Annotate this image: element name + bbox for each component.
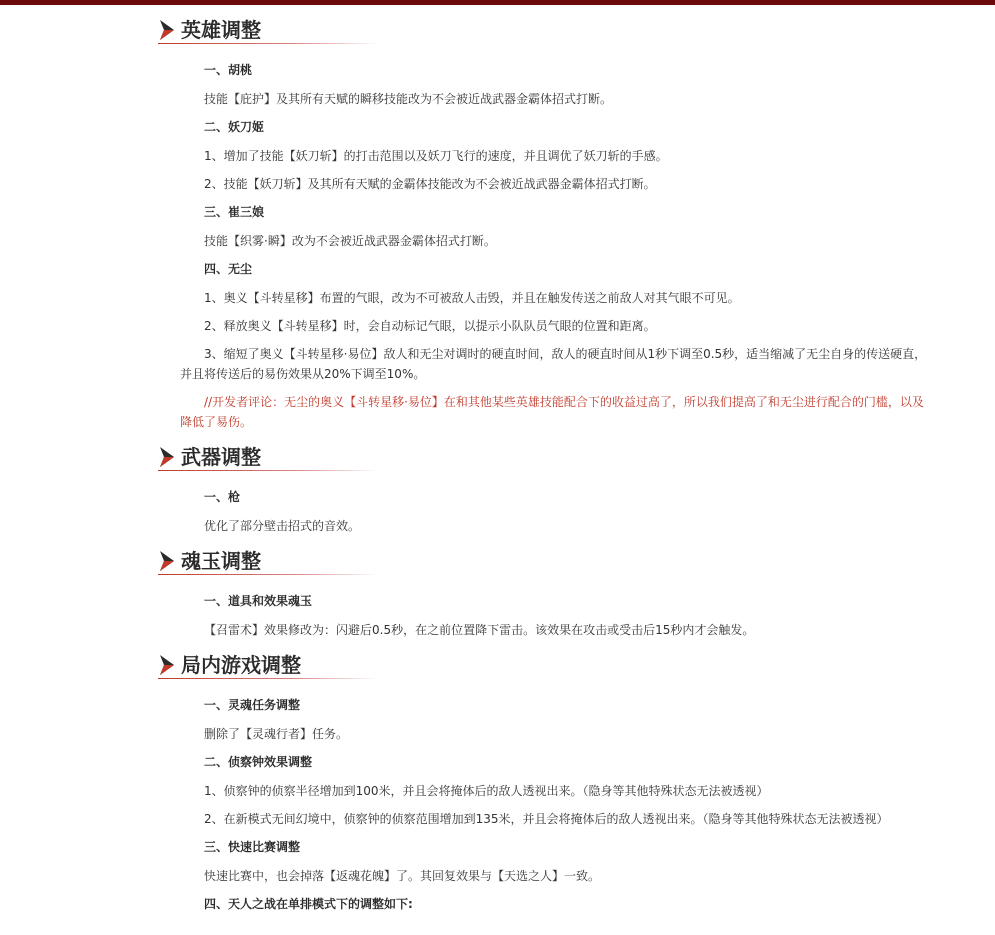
- subheading: 一、灵魂任务调整: [204, 698, 301, 712]
- top-bar: [0, 0, 995, 5]
- paragraph: 2、技能【妖刀斩】及其所有天赋的金霸体技能改为不会被近战武器金霸体招式打断。: [204, 177, 656, 191]
- developer-comment: //开发者评论：无尘的奥义【斗转星移·易位】在和其他某些英雄技能配合下的收益过高了，所以我们提高了和无尘进行配合的门槛，以及降低了易伤。: [180, 395, 924, 429]
- section-underline: [158, 470, 378, 471]
- paragraph: 3、缩短了奥义【斗转星移·易位】敌人和无尘对调时的硬直时间，敌人的硬直时间从1秒下调至0.5秒，适当缩减了无尘自身的传送硬直，并且将传送后的易伤效果从20%下调至10%。: [180, 347, 927, 381]
- paragraph: 优化了部分壁击招式的音效。: [204, 519, 361, 533]
- subheading: 二、侦察钟效果调整: [204, 755, 313, 769]
- article-content: [158, 10, 928, 923]
- section-header-weapon: [158, 440, 928, 473]
- subheading: 四、无尘: [204, 262, 253, 276]
- section-underline: [158, 574, 378, 575]
- section-title: 武器调整: [181, 445, 261, 469]
- paragraph: 【召雷术】效果修改为：闪避后0.5秒，在之前位置降下雷击。该效果在攻击或受击后15秒内才会触发。: [204, 623, 755, 637]
- section-title: 局内游戏调整: [181, 653, 301, 677]
- paragraph: 1、增加了技能【妖刀斩】的打击范围以及妖刀飞行的速度，并且调优了妖刀斩的手感。: [204, 149, 668, 163]
- subheading: 四、天人之战在单排模式下的调整如下:: [204, 897, 413, 911]
- paragraph: 1、奥义【斗转星移】布置的气眼，改为不可被敌人击毁，并且在触发传送之前敌人对其气眼不可见。: [204, 291, 740, 305]
- subheading: 二、妖刀姬: [204, 120, 265, 134]
- section-title: 英雄调整: [181, 18, 261, 42]
- subheading: 三、快速比赛调整: [204, 840, 301, 854]
- subheading: 一、胡桃: [204, 63, 253, 77]
- paragraph: 2、释放奥义【斗转星移】时，会自动标记气眼，以提示小队队员气眼的位置和距离。: [204, 319, 656, 333]
- section-underline: [158, 43, 378, 44]
- section-header-soul: [158, 544, 928, 577]
- paragraph: 2、在新模式无间幻境中，侦察钟的侦察范围增加到135米，并且会将掩体后的敌人透视出来。（隐身等其他特殊状态无法被透视）: [204, 812, 889, 826]
- paragraph: 技能【织雾·瞬】改为不会被近战武器金霸体招式打断。: [204, 234, 496, 248]
- section-header-hero: [158, 13, 928, 46]
- paragraph: 1、侦察钟的侦察半径增加到100米，并且会将掩体后的敌人透视出来。（隐身等其他特殊状态无法被透视）: [204, 784, 769, 798]
- subheading: 一、枪: [204, 490, 241, 504]
- subheading: 三、崔三娘: [204, 205, 265, 219]
- section-underline: [158, 678, 378, 679]
- subheading: 一、道具和效果魂玉: [204, 594, 313, 608]
- section-header-ingame: [158, 648, 928, 681]
- section-arrow-icon: [158, 18, 176, 42]
- paragraph: 技能【庇护】及其所有天赋的瞬移技能改为不会被近战武器金霸体招式打断。: [204, 92, 613, 106]
- paragraph: 删除了【灵魂行者】任务。: [204, 727, 349, 741]
- section-arrow-icon: [158, 549, 176, 573]
- paragraph: 快速比赛中，也会掉落【返魂花魄】了。其回复效果与【天选之人】一致。: [204, 869, 601, 883]
- section-arrow-icon: [158, 445, 176, 469]
- section-title: 魂玉调整: [181, 549, 261, 573]
- section-arrow-icon: [158, 653, 176, 677]
